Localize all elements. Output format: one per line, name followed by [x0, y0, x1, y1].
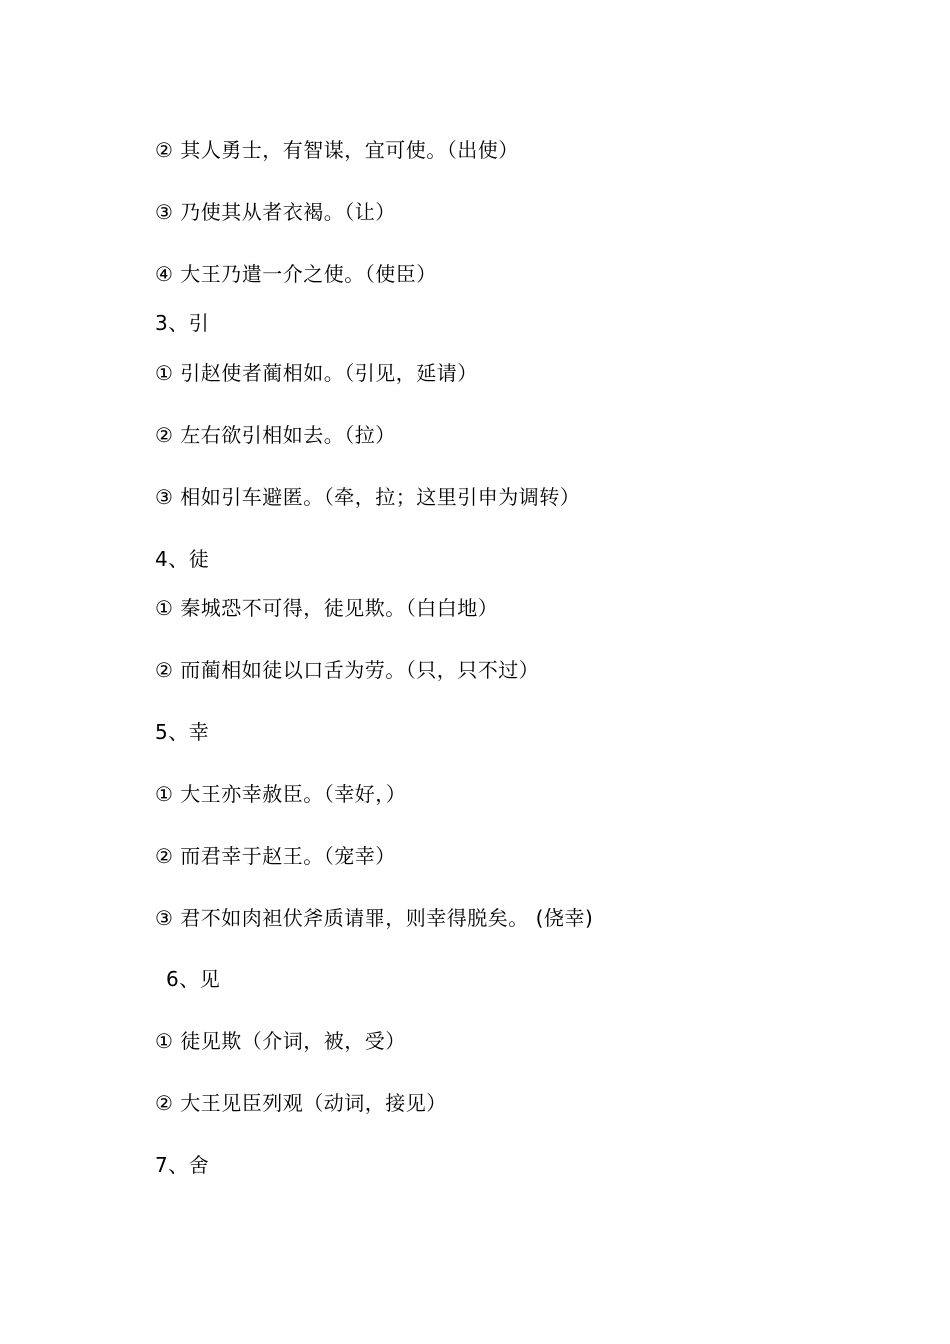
text-line: ② 大王见臣列观（动词，接见）: [155, 1091, 447, 1115]
text-line: ③ 相如引车避匿。（牵，拉；这里引申为调转）: [155, 485, 581, 509]
text-line: ③ 乃使其从者衣褐。（让）: [155, 200, 396, 224]
text-line: ④ 大王乃遣一介之使。（使臣）: [155, 262, 437, 286]
section-heading: 5、幸: [155, 720, 210, 744]
text-line: ① 大王亦幸赦臣。（幸好，）: [155, 782, 407, 806]
text-line: ③ 君不如肉袒伏斧质请罪，则幸得脱矣。 (侥幸): [155, 906, 594, 930]
text-line: ① 秦城恐不可得，徒见欺。（白白地）: [155, 596, 499, 620]
text-line: ② 而蔺相如徒以口舌为劳。（只，只不过）: [155, 658, 540, 682]
section-heading: 3、引: [155, 311, 210, 335]
text-line: ② 其人勇士，有智谋，宜可使。（出使）: [155, 138, 519, 162]
text-line: ② 而君幸于赵王。（宠幸）: [155, 844, 396, 868]
text-line: ② 左右欲引相如去。（拉）: [155, 423, 396, 447]
section-heading: 4、徒: [155, 547, 210, 571]
text-line: ① 徒见欺（介词，被，受）: [155, 1029, 406, 1053]
section-heading: 7、舍: [155, 1153, 210, 1177]
text-line: ① 引赵使者蔺相如。（引见，延请）: [155, 361, 478, 385]
section-heading: 6、见: [166, 967, 221, 991]
